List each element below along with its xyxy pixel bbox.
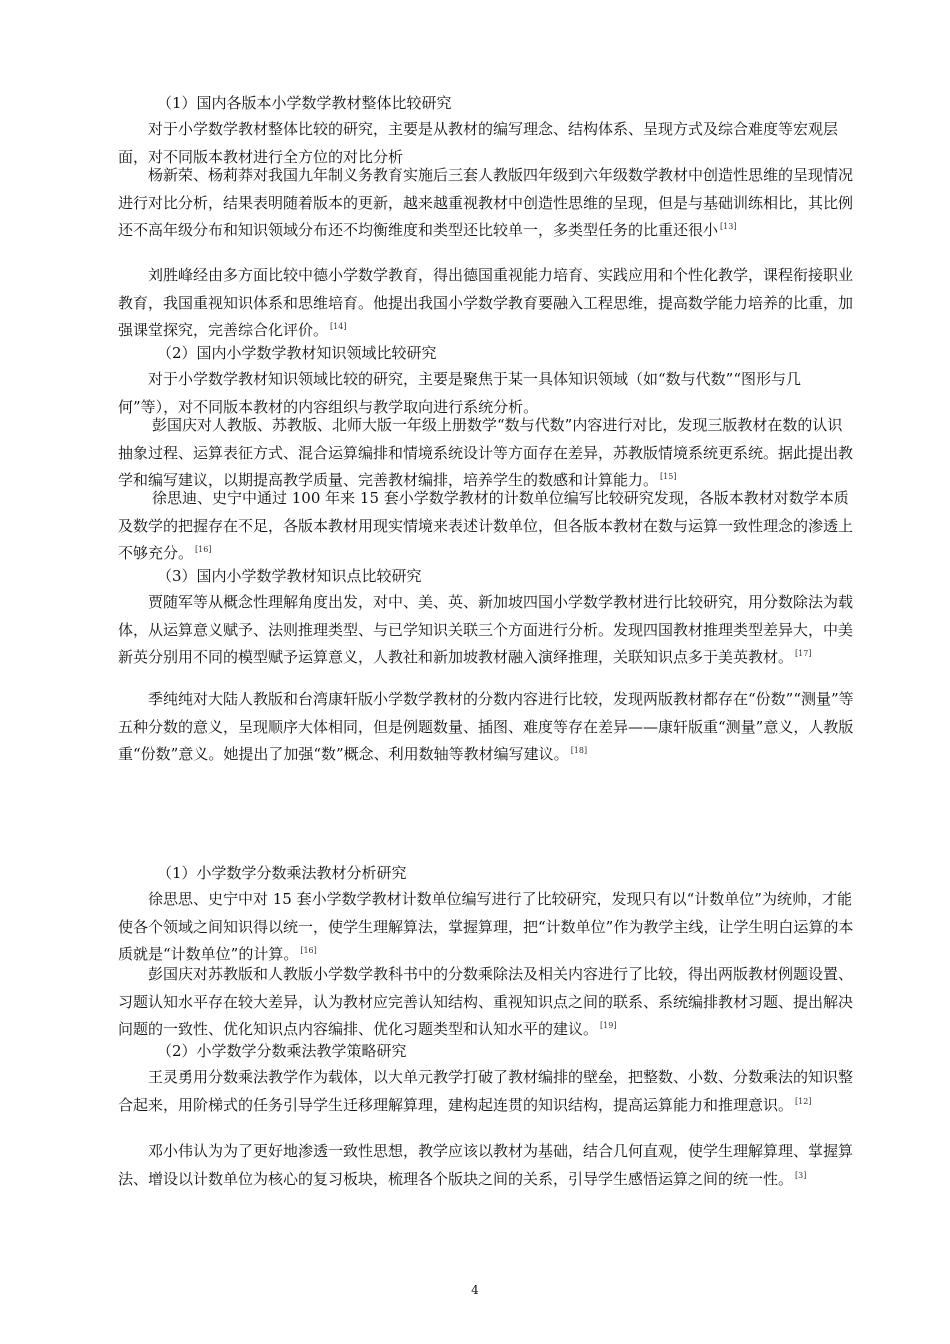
citation: [12]: [795, 1096, 812, 1106]
subsection-title: （1）小学数学分数乘法教材分析研究: [157, 864, 407, 882]
subsection-title: （2）国内小学数学教材知识领域比较研究: [157, 344, 437, 362]
paragraph: 邓小伟认为为了更好地渗透一致性思想，教学应该以教材为基础，结合几何直观，使学生理解算理、掌握算法、增设以计数单位为核心的复习板块，梳理各个版块之间的关系，引导学生感悟运算之间的统一性。 [3]: [118, 1142, 854, 1188]
paragraph: 对于小学数学教材整体比较的研究，主要是从教材的编写理念、结构体系、呈现方式及综合难度等宏观层面，对不同版本教材进行全方位的对比分析: [118, 120, 839, 166]
citation: [3]: [795, 1170, 807, 1180]
paragraph: 彭国庆对苏教版和人教版小学数学教科书中的分数乘除法及相关内容进行了比较，得出两版教材例题设置、习题认知水平存在较大差异，认为教材应完善认知结构、重视知识点之间的联系、系统编排教材习题、提出解决问题的一致性、优化知识点内容编排、优化习题类型和认知水平的建议。 [19]: [118, 965, 854, 1039]
citation: [18]: [570, 746, 588, 756]
paragraph: 贾随军等从概念性理解角度出发，对中、美、英、新加坡四国小学数学教材进行比较研究，用分数除法为载体，从运算意义赋予、法则推理类型、与已学知识关联三个方面进行分析。发现四国教材推理类型差异大，中美新英分别用不同的模型赋予运算意义，人教社和新加坡教材融入演绎推理，关联知识点多于美英教材。 [17]: [118, 593, 854, 667]
paragraph: 季纯纯对大陆人教版和台湾康轩版小学数学教材的分数内容进行比较，发现两版教材都存在“份数”“测量”等五种分数的意义，呈现顺序大体相同，但是例题数量、插图、难度等存在差异——康轩版重“测量”意义，人教版重“份数”意义。她提出了加强“数”概念、利用数轴等教材编写建议。 [18]: [118, 690, 854, 764]
citation: [14]: [330, 322, 347, 332]
paragraph: 彭国庆对人教版、苏教版、北师大版一年级上册数学“数与代数”内容进行对比，发现三版教材在数的认识抽象过程、运算表征方式、混合运算编排和情境系统设计等方面存在差异，苏教版情境系统更系统。据此提出教学和编写建议，以期提高教学质量、完善教材编排，培养学生的数感和计算能力。 [15]: [118, 416, 854, 490]
paragraph: 徐思迪、史宁中通过 100 年来 15 套小学数学教材的计数单位编写比较研究发现，各版本教材对数学本质及数学的把握存在不足，各版本教材用现实情境来表述计数单位，但各版本教材在数与运算一致性理念的渗透上不够充分。 [16]: [118, 489, 854, 563]
paragraph: 刘胜峰经由多方面比较中德小学数学教育，得出德国重视能力培育、实践应用和个性化教学，课程衔接职业教育，我国重视知识体系和思维培育。他提出我国小学数学教育要融入工程思维，提高数学能力培养的比重，加强课堂探究，完善综合化评价。 [14]: [118, 266, 854, 340]
citation: [17]: [795, 649, 812, 659]
subsection-title: （1）国内各版本小学数学教材整体比较研究: [157, 94, 452, 112]
citation: [13]: [720, 222, 737, 232]
subsection-title: （2）小学数学分数乘法教学策略研究: [157, 1042, 407, 1060]
paragraph: 对于小学数学教材知识领域比较的研究，主要是聚焦于某一具体知识领域（如“数与代数”“图形与几何”等），对不同版本教材的内容组织与教学取向进行系统分析。: [118, 370, 802, 416]
paragraph: 徐思思、史宁中对 15 套小学数学教材计数单位编写进行了比较研究，发现只有以“计数单位”为统帅，才能使各个领域之间知识得以统一，使学生理解算法，掌握算理，把“计数单位”作为教学主线，让学生明白运算的本质就是“计数单位”的计算。 [16]: [118, 890, 854, 964]
citation: [16]: [300, 946, 317, 956]
citation: [15]: [660, 472, 677, 482]
subsection-title: （3）国内小学数学教材知识点比较研究: [157, 567, 422, 585]
citation: [16]: [195, 545, 212, 555]
page-number: 4: [471, 1283, 479, 1297]
paragraph: 王灵勇用分数乘法教学作为载体，以大单元教学打破了教材编排的壁垒，把整数、小数、分数乘法的知识整合起来，用阶梯式的任务引导学生迁移理解算理，建构起连贯的知识结构，提高运算能力和推理意识。 [12]: [118, 1068, 854, 1114]
citation: [19]: [600, 1021, 617, 1031]
paragraph: 杨新荣、杨莉莽对我国九年制义务教育实施后三套人教版四年级到六年级数学教材中创造性思维的呈现情况进行对比分析，结果表明随着版本的更新，越来越重视教材中创造性思维的呈现，但是与基础训练相比，其比例还不高年级分布和知识领域分布还不均衡维度和类型还比较单一，多类型任务的比重还很小 [13]: [118, 166, 854, 240]
